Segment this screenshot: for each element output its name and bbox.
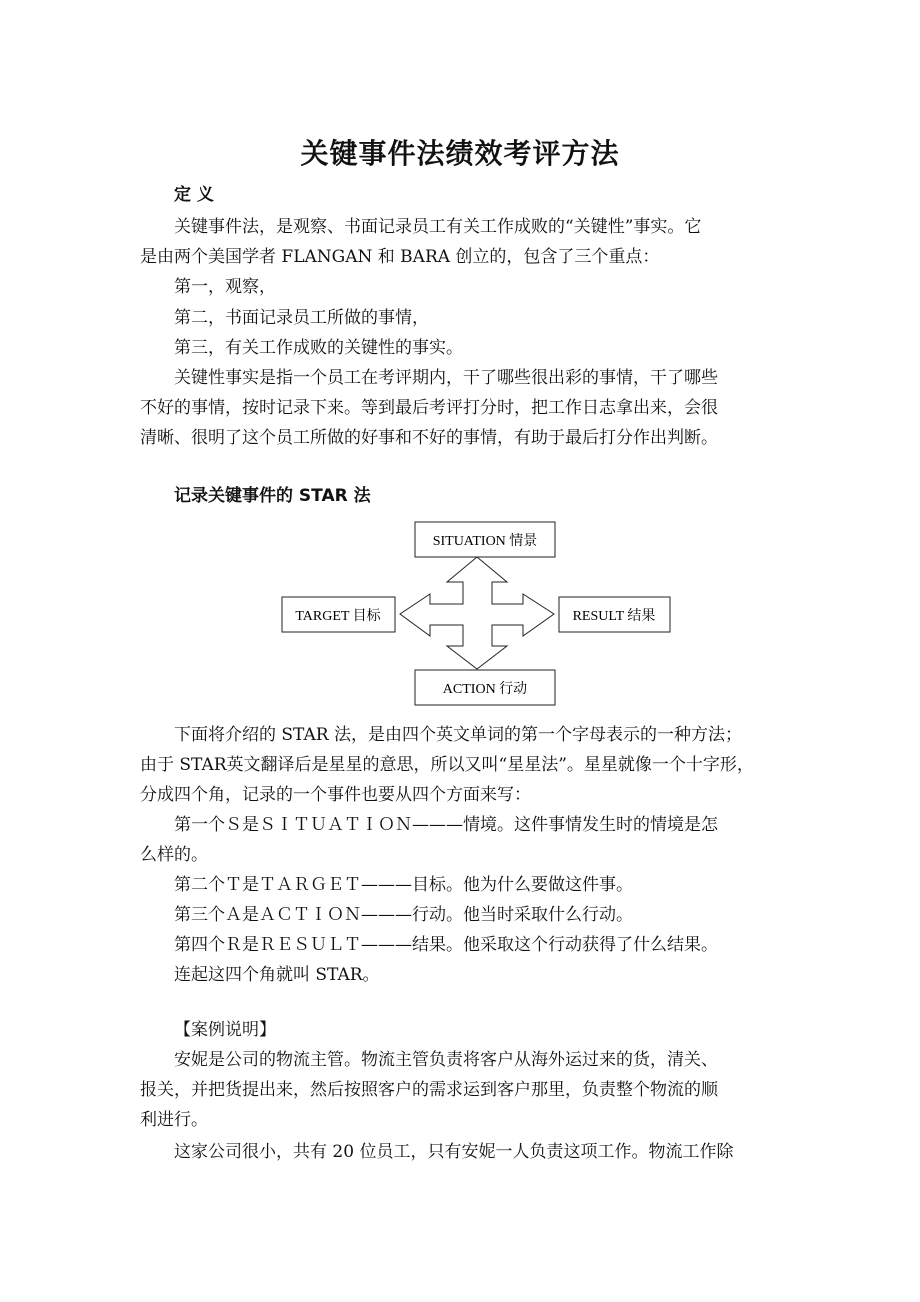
paragraph-line: 清晰、很明了这个员工所做的好事和不好的事情，有助于最后打分作出判断。	[140, 428, 718, 448]
document-title: 关键事件法绩效考评方法	[300, 137, 620, 170]
list-item: 第三，有关工作成败的关键性的事实。	[174, 338, 463, 358]
paragraph-line: 是由两个美国学者 FLANGAN 和 BARA 创立的，包含了三个重点：	[140, 247, 660, 267]
list-item: 第一，观察，	[174, 277, 276, 297]
paragraph-line: 关键事件法，是观察、书面记录员工有关工作成败的“关键性”事实。它	[174, 217, 702, 237]
paragraph-line: 第四个Ｒ是ＲＥＳＵＬＴ———结果。他采取这个行动获得了什么结果。	[174, 935, 718, 955]
paragraph-line: 么样的。	[140, 845, 208, 865]
paragraph-line: 报关，并把货提出来，然后按照客户的需求运到客户那里，负责整个物流的顺	[140, 1080, 718, 1100]
result-label: RESULT 结果	[572, 609, 656, 624]
paragraph-line: 连起这四个角就叫 STAR。	[174, 965, 380, 985]
paragraph-line: 利进行。	[140, 1110, 208, 1130]
situation-label: SITUATION 情景	[432, 534, 538, 549]
paragraph-line: 由于 STAR英文翻译后是星星的意思，所以又叫“星星法”。星星就像一个十字形，	[140, 755, 754, 775]
paragraph-line: 关键性事实是指一个员工在考评期内，干了哪些很出彩的事情，干了哪些	[174, 368, 718, 388]
action-label: ACTION 行动	[442, 682, 528, 697]
four-way-arrow	[400, 557, 554, 669]
paragraph-line: 第二个Ｔ是ＴＡＲＧＥＴ———目标。他为什么要做这件事。	[174, 875, 633, 895]
star-heading: 记录关键事件的 STAR 法	[174, 486, 371, 506]
paragraph-line: 下面将介绍的 STAR 法，是由四个英文单词的第一个字母表示的一种方法；	[174, 725, 742, 745]
paragraph-line: 第一个Ｓ是ＳＩＴＵＡＴＩＯＮ———情境。这件事情发生时的情境是怎	[174, 815, 718, 835]
paragraph-line: 安妮是公司的物流主管。物流主管负责将客户从海外运过来的货，清关、	[174, 1050, 718, 1070]
paragraph-line: 分成四个角，记录的一个事件也要从四个方面来写：	[140, 785, 531, 805]
action-box	[415, 670, 555, 705]
target-box	[282, 597, 395, 632]
paragraph-line: 不好的事情，按时记录下来。等到最后考评打分时，把工作日志拿出来，会很	[140, 398, 718, 418]
paragraph-line: 这家公司很小，共有 20 位员工，只有安妮一人负责这项工作。物流工作除	[174, 1142, 734, 1162]
result-box	[559, 597, 670, 632]
situation-box	[415, 522, 555, 557]
definition-heading: 定 义	[174, 185, 214, 205]
paragraph-line: 第三个Ａ是ＡＣＴＩＯＮ———行动。他当时采取什么行动。	[174, 905, 633, 925]
list-item: 第二，书面记录员工所做的事情，	[174, 308, 429, 328]
case-heading: 【案例说明】	[174, 1020, 276, 1040]
target-label: TARGET 目标	[295, 609, 381, 624]
